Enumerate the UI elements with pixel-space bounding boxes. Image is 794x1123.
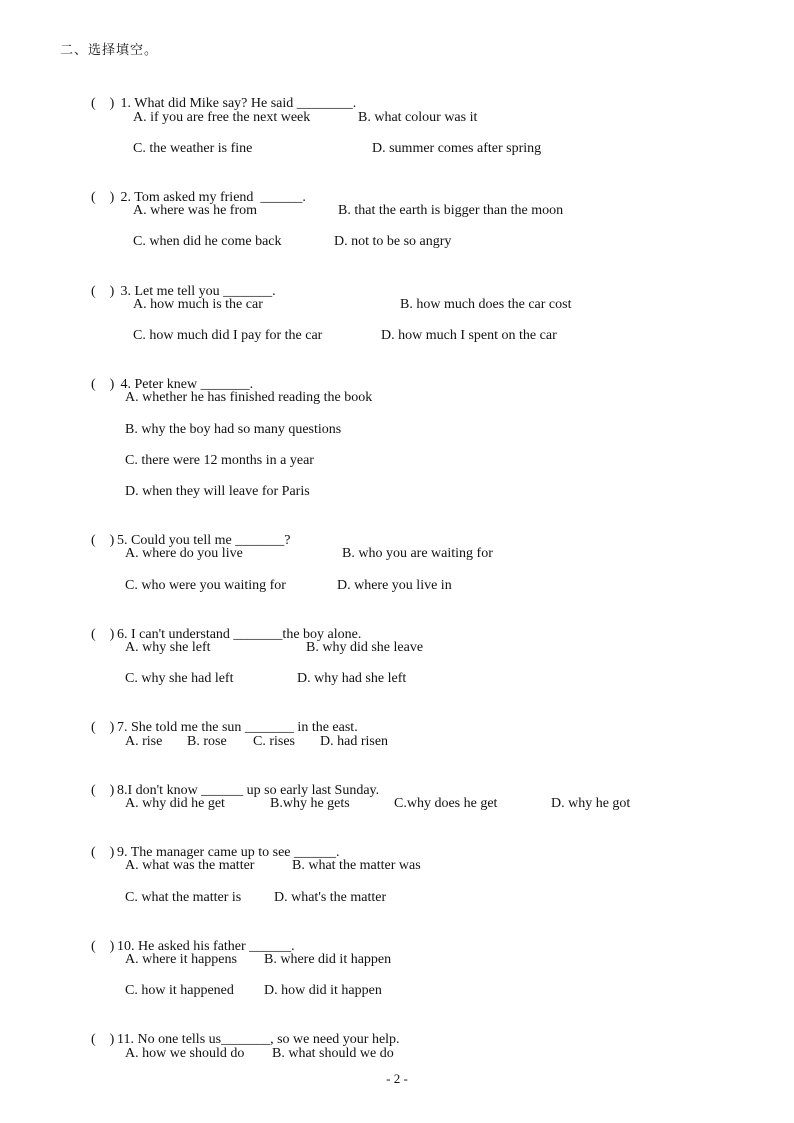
answer-bracket[interactable]: ( ) [91, 939, 115, 954]
answer-bracket[interactable]: ( ) [91, 96, 115, 111]
option-b[interactable]: B. what the matter was [292, 858, 421, 873]
option-a[interactable]: A. whether he has finished reading the book [125, 390, 373, 405]
answer-bracket[interactable]: ( ) [91, 1032, 115, 1047]
option-a[interactable]: A. where do you live [125, 546, 243, 561]
option-b[interactable]: B. why did she leave [306, 640, 424, 655]
option-d[interactable]: D. when they will leave for Paris [125, 484, 310, 499]
option-b[interactable]: B.why he gets [270, 796, 350, 811]
option-b[interactable]: B. that the earth is bigger than the moon [338, 203, 564, 218]
option-c[interactable]: C. the weather is fine [133, 141, 253, 156]
option-b[interactable]: B. what should we do [272, 1046, 394, 1061]
option-a[interactable]: A. why she left [125, 640, 211, 655]
question-7 [84, 701, 358, 737]
question-stem: 9. The manager came up to see ______. [117, 845, 340, 860]
option-d[interactable]: D. why he got [551, 796, 631, 811]
option-d[interactable]: D. summer comes after spring [372, 141, 542, 156]
question-stem: 7. She told me the sun _______ in the east. [117, 720, 358, 735]
answer-bracket[interactable]: ( ) [91, 377, 115, 392]
answer-bracket[interactable]: ( ) [91, 284, 115, 299]
option-a[interactable]: A. what was the matter [125, 858, 255, 873]
option-c[interactable]: C.why does he get [394, 796, 498, 811]
option-c[interactable]: C. how it happened [125, 983, 234, 998]
option-c[interactable]: C. when did he come back [133, 234, 282, 249]
question-stem: 4. Peter knew _______. [117, 377, 254, 392]
option-d[interactable]: D. how did it happen [264, 983, 382, 998]
option-a[interactable]: A. where it happens [125, 952, 237, 967]
option-b[interactable]: B. what colour was it [358, 110, 478, 125]
answer-bracket[interactable]: ( ) [91, 720, 115, 735]
answer-bracket[interactable]: ( ) [91, 783, 115, 798]
question-stem: 11. No one tells us_______, so we need your help. [117, 1032, 400, 1047]
option-a[interactable]: A. how much is the car [133, 297, 263, 312]
question-11 [84, 1013, 400, 1049]
question-stem: 2. Tom asked my friend ______. [117, 190, 306, 205]
section-title: 二、选择填空。 [60, 43, 159, 58]
question-stem: 1. What did Mike say? He said ________. [117, 96, 357, 111]
option-c[interactable]: C. what the matter is [125, 890, 242, 905]
question-stem: 6. I can't understand _______the boy alone. [117, 627, 362, 642]
question-1 [84, 77, 356, 113]
option-d[interactable]: D. why had she left [297, 671, 407, 686]
answer-bracket[interactable]: ( ) [91, 845, 115, 860]
option-a[interactable]: A. how we should do [125, 1046, 245, 1061]
question-stem: 5. Could you tell me _______? [117, 533, 291, 548]
page-number: - 2 - [386, 1071, 408, 1086]
question-stem: 8.I don't know ______ up so early last Sunday. [117, 783, 380, 798]
option-c[interactable]: C. rises [253, 734, 295, 749]
option-d[interactable]: D. where you live in [337, 578, 452, 593]
option-a[interactable]: A. why did he get [125, 796, 225, 811]
option-b[interactable]: B. where did it happen [264, 952, 392, 967]
answer-bracket[interactable]: ( ) [91, 190, 115, 205]
option-d[interactable]: D. had risen [320, 734, 389, 749]
answer-bracket[interactable]: ( ) [91, 627, 115, 642]
question-stem: 10. He asked his father ______. [117, 939, 295, 954]
option-a[interactable]: A. rise [125, 734, 163, 749]
option-d[interactable]: D. what's the matter [274, 890, 387, 905]
option-d[interactable]: D. how much I spent on the car [381, 328, 557, 343]
option-c[interactable]: C. who were you waiting for [125, 578, 286, 593]
option-b[interactable]: B. how much does the car cost [400, 297, 572, 312]
option-c[interactable]: C. why she had left [125, 671, 234, 686]
answer-bracket[interactable]: ( ) [91, 533, 115, 548]
option-b[interactable]: B. why the boy had so many questions [125, 422, 342, 437]
option-d[interactable]: D. not to be so angry [334, 234, 452, 249]
option-c[interactable]: C. there were 12 months in a year [125, 453, 314, 468]
question-stem: 3. Let me tell you _______. [117, 284, 276, 299]
option-a[interactable]: A. if you are free the next week [133, 110, 311, 125]
option-a[interactable]: A. where was he from [133, 203, 258, 218]
option-c[interactable]: C. how much did I pay for the car [133, 328, 323, 343]
option-b[interactable]: B. rose [187, 734, 227, 749]
option-b[interactable]: B. who you are waiting for [342, 546, 493, 561]
